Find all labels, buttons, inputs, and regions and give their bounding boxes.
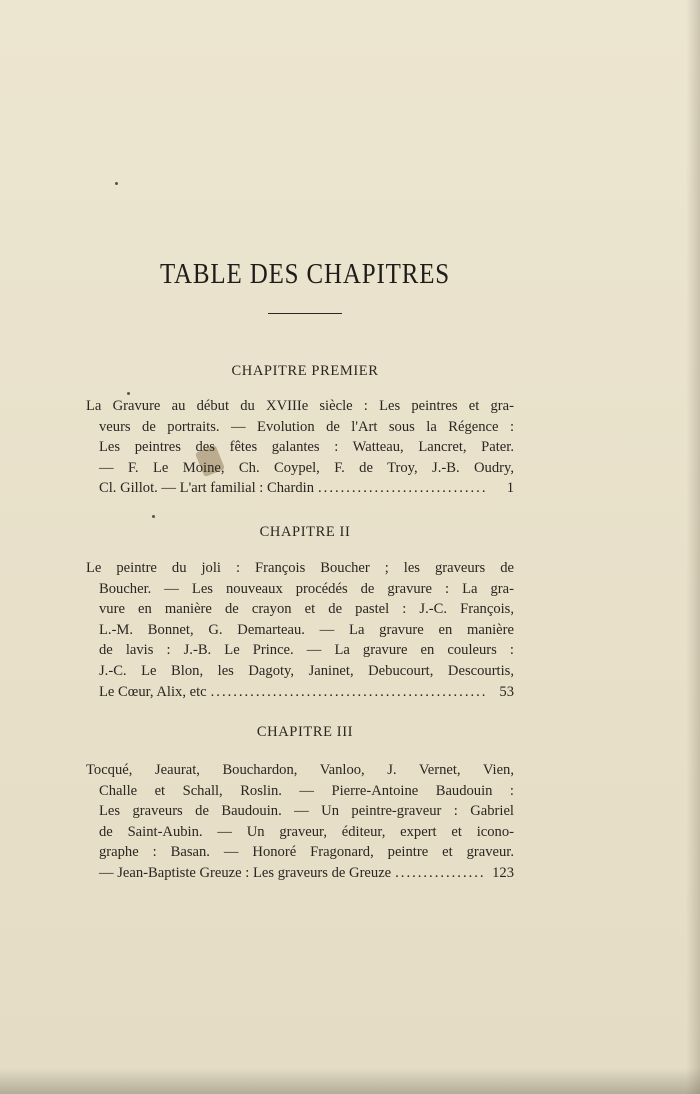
summary-line: vure en manière de crayon et de pastel : J.-C. François, [99, 601, 514, 618]
dot-leader [395, 863, 486, 884]
summary-last-line [86, 863, 514, 884]
chapter-heading: CHAPITRE III [256, 724, 354, 740]
page-bottom-shadow [0, 1068, 700, 1094]
summary-line: Le peintre du joli : François Boucher ; les graveurs de [86, 560, 514, 576]
summary-line: J.-C. Le Blon, les Dagoty, Janinet, Debucourt, Descourtis, [99, 662, 514, 679]
chapter-heading: CHAPITRE II [259, 524, 351, 540]
summary-last-line [86, 478, 514, 499]
title-underline [268, 313, 342, 314]
summary-line: Le Cœur, Alix, etc [99, 683, 207, 700]
chapter-summary [86, 558, 514, 702]
page-number: 1 [506, 480, 514, 497]
chapter-summary [86, 760, 514, 884]
summary-line: Les graveurs de Baudouin. — Un peintre-graveur : Gabriel [99, 803, 514, 820]
summary-line: L.-M. Bonnet, G. Demarteau. — La gravure en manière [99, 621, 514, 638]
summary-line: — Jean-Baptiste Greuze : Les graveurs de Greuze [99, 864, 392, 881]
summary-line: Cl. Gillot. — L'art familial : Chardin [99, 480, 315, 497]
dot-leader [318, 478, 486, 499]
summary-line: Tocqué, Jeaurat, Bouchardon, Vanloo, J. Vernet, Vien, [86, 762, 514, 778]
summary-line: La Gravure au début du XVIIIe siècle : Les peintres et gra- [86, 398, 514, 414]
summary-line: Les peintres des fêtes galantes : Watteau, Lancret, Pater. [99, 439, 514, 456]
summary-line: Boucher. — Les nouveaux procédés de gravure : La gra- [99, 580, 514, 597]
summary-line: graphe : Basan. — Honoré Fragonard, peintre et graveur. [99, 844, 514, 861]
summary-line: — F. Le Moine, Ch. Coypel, F. de Troy, J.-B. Oudry, [99, 459, 514, 476]
ink-speck [115, 182, 118, 185]
page-edge-shadow [686, 0, 700, 1094]
dot-leader [211, 682, 486, 703]
summary-line: de Saint-Aubin. — Un graveur, éditeur, expert et icono- [99, 823, 514, 840]
page-number: 53 [499, 683, 514, 700]
summary-line: Challe et Schall, Roslin. — Pierre-Antoine Baudouin : [99, 782, 514, 799]
page-title: TABLE DES CHAPITRES [159, 258, 451, 290]
chapter-heading: CHAPITRE PREMIER [231, 363, 379, 379]
ink-speck [127, 392, 130, 395]
summary-line: veurs de portraits. — Evolution de l'Art sous la Régence : [99, 418, 514, 435]
chapter-summary [86, 396, 514, 499]
summary-line: de lavis : J.-B. Le Prince. — La gravure en couleurs : [99, 642, 514, 659]
page-number: 123 [492, 864, 514, 881]
summary-last-line [86, 682, 514, 703]
ink-speck [152, 515, 155, 518]
